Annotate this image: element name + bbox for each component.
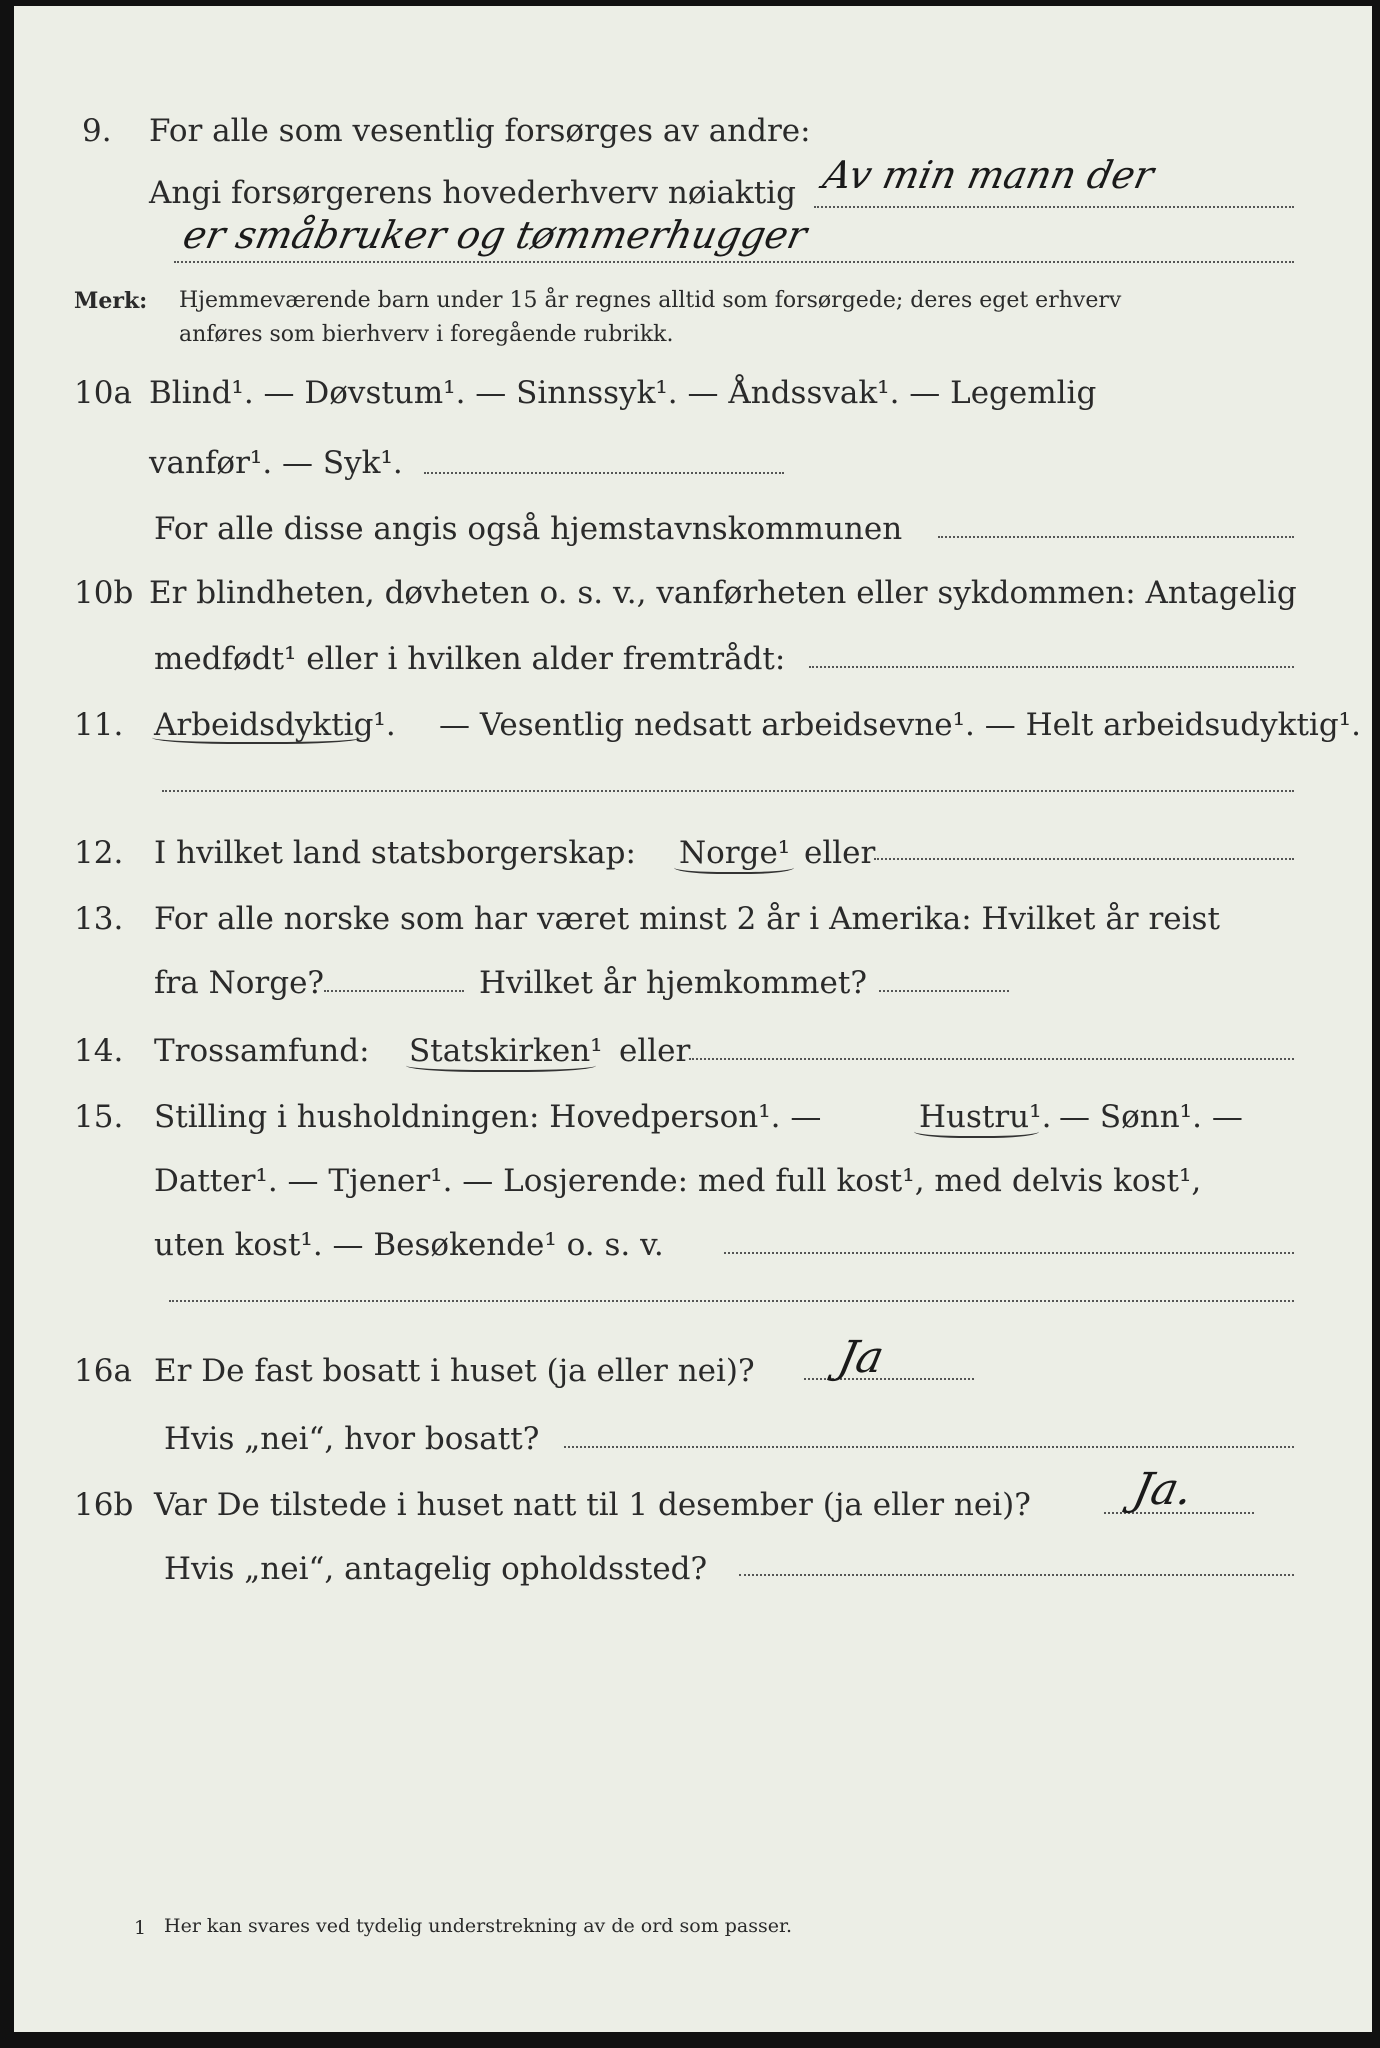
- q14-option-statskirken: Statskirken¹: [409, 1033, 603, 1069]
- q13-hjemkommet-line: [879, 990, 1009, 992]
- q9-line1: For alle som vesentlig forsørges av andre:: [149, 113, 811, 149]
- q15-answer-line1: [724, 1252, 1294, 1254]
- q9-answer-line1: [814, 206, 1294, 208]
- q10a-line3: For alle disse angis også hjemstavnskommunen: [154, 511, 903, 547]
- q15-underline-mark: [914, 1122, 1039, 1138]
- q9-handwritten-answer2: er småbruker og tømmerhugger: [179, 213, 811, 257]
- q15-line1a: Stilling i husholdningen: Hovedperson¹. —: [154, 1099, 822, 1135]
- q10a-hometown-line: [938, 536, 1294, 538]
- q14-tail: eller: [619, 1033, 691, 1069]
- q10b-line1: Er blindheten, døvheten o. s. v., vanførheten eller sykdommen: Antagelig: [149, 575, 1297, 611]
- q14-number: 14.: [74, 1033, 124, 1069]
- q15-line3: uten kost¹. — Besøkende¹ o. s. v.: [154, 1227, 664, 1263]
- q13-reist-line: [324, 990, 464, 992]
- q10a-number: 10a: [74, 375, 132, 411]
- q12-text: I hvilket land statsborgerskap:: [154, 835, 636, 871]
- q16b-line1: Var De tilstede i huset natt til 1 desember (ja eller nei)?: [154, 1487, 1031, 1523]
- q11-number: 11.: [74, 707, 124, 743]
- q9-number: 9.: [82, 113, 112, 149]
- footnote-text: Her kan svares ved tydelig understrekning av de ord som passer.: [164, 1915, 793, 1937]
- q12-option-norge: Norge¹: [679, 835, 791, 871]
- q16b-where-line: [739, 1574, 1294, 1576]
- q13-line2a: fra Norge?: [154, 965, 325, 1001]
- q13-line1: For alle norske som har været minst 2 år i Amerika: Hvilket år reist: [154, 901, 1220, 937]
- q16a-line2: Hvis „nei“, hvor bosatt?: [164, 1421, 540, 1457]
- q13-number: 13.: [74, 901, 124, 937]
- q10b-line2: medfødt¹ eller i hvilken alder fremtrådt:: [154, 641, 786, 677]
- q15-line1c: — Sønn¹. —: [1059, 1099, 1243, 1135]
- q16b-handwritten-answer: Ja.: [1128, 1464, 1198, 1515]
- q15-option-hustru: Hustru¹.: [919, 1099, 1052, 1135]
- q11-underline-mark: [152, 728, 362, 744]
- q10a-line2: vanfør¹. — Syk¹.: [149, 445, 403, 481]
- q10b-answer-line: [809, 666, 1294, 668]
- census-form-page: [14, 6, 1372, 2032]
- q16a-line1: Er De fast bosatt i huset (ja eller nei)?: [154, 1353, 755, 1389]
- q16b-line2: Hvis „nei“, antagelig opholdssted?: [164, 1551, 708, 1587]
- q15-answer-line2: [169, 1300, 1294, 1302]
- q10b-number: 10b: [74, 575, 134, 611]
- q15-number: 15.: [74, 1099, 124, 1135]
- q16a-handwritten-answer: Ja: [833, 1332, 889, 1383]
- merk-line2: anføres som bierhverv i foregående rubrikk.: [179, 322, 674, 347]
- q9-handwritten-answer1: Av min mann der: [819, 153, 1158, 197]
- q13-line2b: Hvilket år hjemkommet?: [479, 965, 867, 1001]
- q11-answer-line: [162, 790, 1294, 792]
- q12-answer-line: [874, 858, 1294, 860]
- merk-line1: Hjemmeværende barn under 15 år regnes alltid som forsørgede; deres eget erhverv: [179, 288, 1122, 313]
- q11-option-arbeidsdyktig: Arbeidsdyktig¹.: [154, 707, 396, 743]
- q16a-where-line: [564, 1446, 1294, 1448]
- q9-line2: Angi forsørgerens hovederhverv nøiaktig: [149, 175, 796, 211]
- footnote-mark: 1: [134, 1917, 147, 1939]
- merk-label: Merk:: [74, 288, 148, 314]
- q14-answer-line: [689, 1058, 1294, 1060]
- q12-tail: eller: [804, 835, 876, 871]
- q9-answer-line2: [174, 261, 1294, 263]
- q10a-line1: Blind¹. — Døvstum¹. — Sinnssyk¹. — Åndssvak¹. — Legemlig: [149, 375, 1097, 411]
- q12-underline-mark: [674, 858, 794, 874]
- q16b-number: 16b: [74, 1487, 134, 1523]
- q15-line2: Datter¹. — Tjener¹. — Losjerende: med full kost¹, med delvis kost¹,: [154, 1163, 1202, 1199]
- q12-number: 12.: [74, 835, 124, 871]
- q10a-answer-line: [424, 472, 784, 474]
- q14-underline-mark: [406, 1056, 596, 1072]
- q11-rest: — Vesentlig nedsatt arbeidsevne¹. — Helt arbeidsudyktig¹.: [439, 707, 1361, 743]
- q16a-answer-line: [804, 1378, 974, 1380]
- q16a-number: 16a: [74, 1353, 132, 1389]
- q14-text: Trossamfund:: [154, 1033, 370, 1069]
